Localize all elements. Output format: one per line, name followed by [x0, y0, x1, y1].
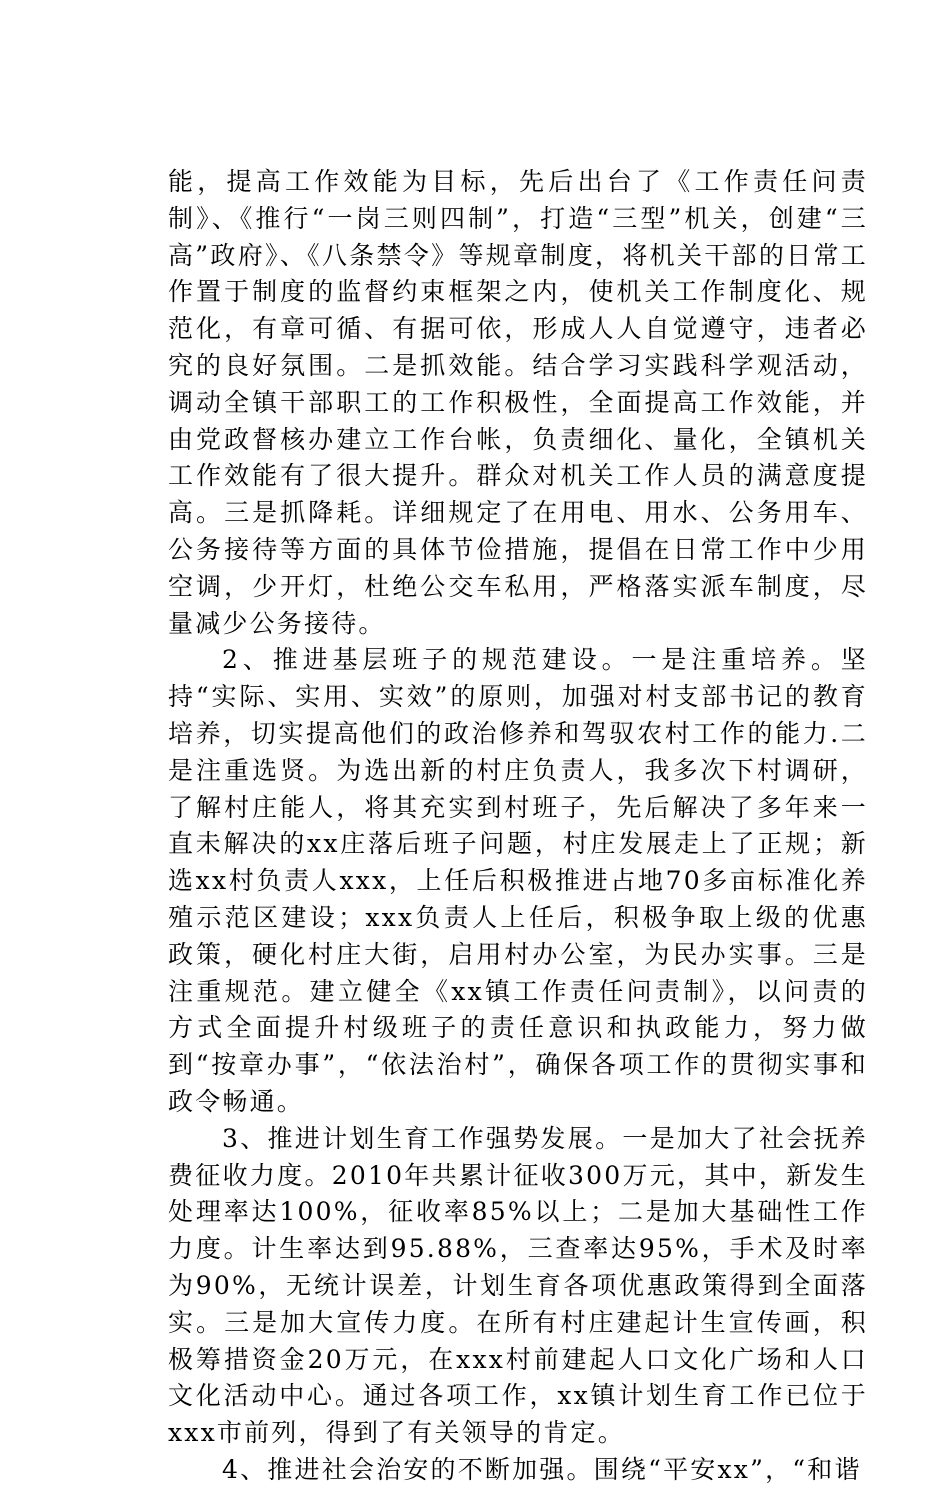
paragraph-item-2: 2、推进基层班子的规范建设。一是注重培养。坚持“实际、实用、实效”的原则，加强对村支部书记的教育培养，切实提高他们的政治修养和驾驭农村工作的能力.二是注重选贤。为选出新的村庄负责人，我多次下村调研，了解村庄能人，将其充实到村班子，先后解决了多年来一直未解决的xx庄落后班子问题，村庄发展走上了正规；新选xx村负责人xxx，上任后积极推进占地70多亩标准化养殖示范区建设；xxx负责人上任后，积极争取上级的优惠政策，硬化村庄大街，启用村办公室，为民办实事。三是注重规范。建立健全《xx镇工作责任问责制》，以问责的方式全面提升村级班子的责任意识和执政能力，努力做到“按章办事”，“依法治村”，确保各项工作的贯彻实事和政令畅通。 — [168, 645, 868, 1116]
paragraph-item-4: 4、推进社会治安的不断加强。围绕“平安xx”，“和谐 — [222, 1454, 862, 1484]
paragraph-item-3: 3、推进计划生育工作强势发展。一是加大了社会抚养费征收力度。2010年共累计征收300万元，其中，新发生处理率达100%，征收率85%以上；二是加大基础性工作力度。计生率达到95.88%，三查率达95%，手术及时率为90%，无统计误差，计划生育各项优惠政策得到全面落实。三是加大宣传力度。在所有村庄建起计生宣传画，积极筹措资金20万元，在xxx村前建起人口文化广场和人口文化活动中心。通过各项工作，xx镇计划生育工作已位于xxx市前列，得到了有关领导的肯定。 — [168, 1123, 868, 1448]
paragraph-continuation: 能，提高工作效能为目标，先后出台了《工作责任问责制》、《推行“一岗三则四制”，打造“三型”机关，创建“三高”政府》、《八条禁令》等规章制度，将机关干部的日常工作置于制度的监督约束框架之内，使机关工作制度化、规范化，有章可循、有据可依，形成人人自觉遵守，违者必究的良好氛围。二是抓效能。结合学习实践科学观活动，调动全镇干部职工的工作积极性，全面提高工作效能，并由党政督核办建立工作台帐，负责细化、量化，全镇机关工作效能有了很大提升。群众对机关工作人员的满意度提高。三是抓降耗。详细规定了在用电、用水、公务用车、公务接待等方面的具体节俭措施，提倡在日常工作中少用空调，少开灯，杜绝公交车私用，严格落实派车制度，尽量减少公务接待。 — [168, 167, 868, 638]
document-body — [168, 164, 868, 1489]
